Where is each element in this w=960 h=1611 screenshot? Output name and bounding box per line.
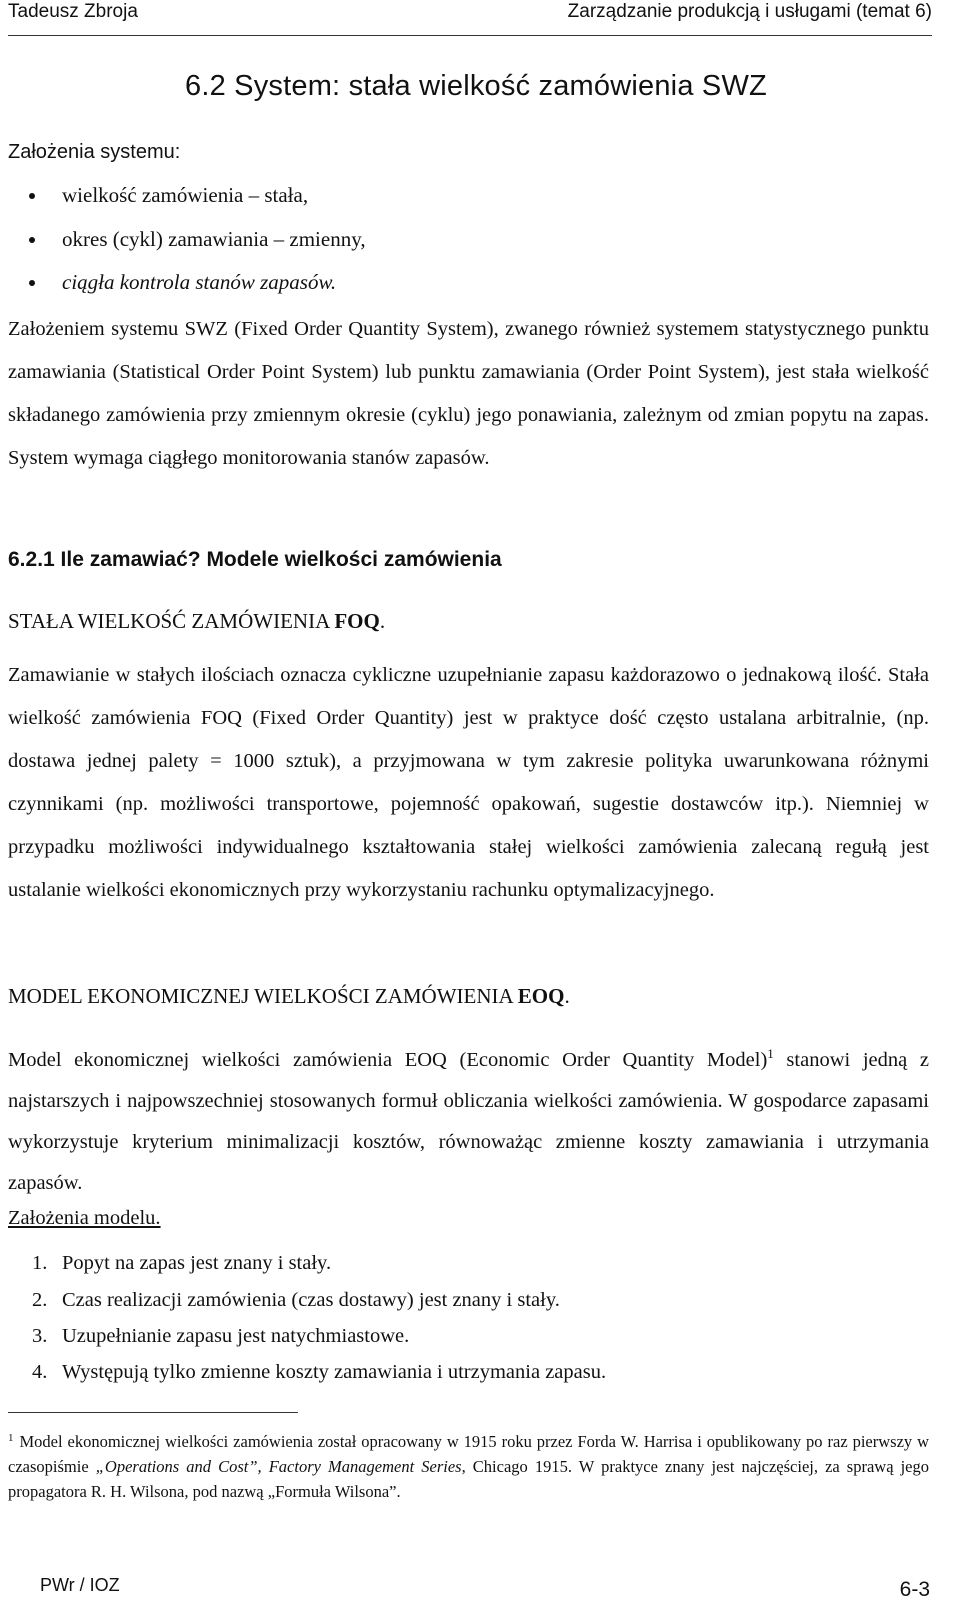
eoq-paragraph [8,1033,929,1204]
list-item-text: Występują tylko zmienne koszty zamawiania i utrzymania zapasu. [62,1361,607,1383]
list-item [32,1289,560,1312]
model-assumptions-label: Założenia modelu. [8,1207,161,1229]
footer-institution: PWr / IOZ [40,1575,120,1595]
list-item: wielkość zamówienia – stała, [62,183,309,207]
list-item-text: Popyt na zapas jest znany i stały. [62,1252,332,1274]
footnote-separator [8,1412,298,1413]
foq-heading [8,609,385,634]
list-item-text: Uzupełnianie zapasu jest natychmiastowe. [62,1325,410,1347]
footnote-publication: „Operations and Cost”, Factory Management Series [95,1457,462,1476]
list-item [32,1252,331,1275]
list-item-text: Czas realizacji zamówienia (czas dostawy) jest znany i stały. [62,1289,560,1311]
eoq-heading-text: MODEL EKONOMICZNEJ WIELKOŚCI ZAMÓWIENIA [8,984,518,1008]
subsection-heading: 6.2.1 Ile zamawiać? Modele wielkości zamówienia [8,548,502,571]
eoq-heading-abbr: EOQ [517,984,565,1008]
list-item-number: 4. [32,1361,48,1383]
list-item-number: 3. [32,1325,48,1347]
list-item: ciągła kontrola stanów zapasów. [62,270,337,294]
foq-heading-text: STAŁA WIELKOŚĆ ZAMÓWIENIA [8,609,335,633]
footnote-reference[interactable]: 1 [767,1046,774,1061]
foq-paragraph: Zamawianie w stałych ilościach oznacza cykliczne uzupełnianie zapasu każdorazowo o jednakową ilość. Stała wielkość zamówienia FOQ (Fixed Order Quantity) jest w praktyce dość często ustalana arbitralnie, (np. dostawa jednej palety = 1000 sztuk), a przyjmowana w tym zakresie polityka uwarunkowana różnymi czynnikami (np. możliwości transportowe, pojemność opakowań, sugestie dostawców itp.). Niemniej w przypadku możliwości indywidualnego kształtowania stałej wielkości zamówienia zalecaną regułą jest ustalanie wielkości ekonomicznych przy wykorzystaniu rachunku optymalizacyjnego. [8,664,929,901]
footnote-marker: 1 [8,1432,14,1444]
page-number: 6-3 [899,1578,930,1601]
list-item-number: 1. [32,1252,48,1274]
header-course: Zarządzanie produkcją i usługami (temat 6) [567,1,932,22]
swz-description-paragraph: Założeniem systemu SWZ (Fixed Order Quantity System), zwanego również systemem statystycznego punktu zamawiania (Statistical Order Point System) lub punktu zamawiania (Order Point System), jest stała wielkość składanego zamówienia przy zmiennym okresie (cyklu) jego ponawiania, zależnym od zmian popytu na zapas. System wymaga ciągłego monitorowania stanów zapasów. [8,318,929,469]
list-item [32,1325,409,1348]
system-assumptions-label: Założenia systemu: [8,141,181,163]
eoq-heading-end: . [564,984,570,1008]
eoq-text-start: Model ekonomicznej wielkości zamówienia EOQ (Economic Order Quantity Model) [8,1049,768,1071]
foq-heading-end: . [379,609,386,633]
footnote-text-end: , Chicago 1915. W praktyce znany jest najczęściej, za sprawą jego propagatora R. H. Wilsona, pod nazwą „Formuła Wilsona”. [8,1457,930,1501]
footnote-text-start: Model ekonomicznej wielkości zamówienia został opracowany w 1915 roku przez Forda W. Harrisa i opublikowany po raz pierwszy w czasopiśmie [8,1432,929,1476]
eoq-text-end: stanowi jedną z najstarszych i najpowszechniej stosowanych formuł obliczania wielkości zamówienia. W gospodarce zapasami wykorzystuje kryterium minimalizacji kosztów, równoważąc zmienne koszty zamawiania i utrzymania zapasów. [8,1049,929,1194]
footnote [8,1426,929,1504]
section-title: 6.2 System: stała wielkość zamówienia SWZ [185,70,767,102]
list-item: okres (cykl) zamawiania – zmienny, [62,227,366,251]
list-item [32,1361,606,1384]
page-header [8,0,932,36]
eoq-heading [8,984,570,1009]
list-item-number: 2. [32,1289,48,1311]
foq-heading-abbr: FOQ [334,609,380,633]
header-author: Tadeusz Zbroja [8,1,138,22]
